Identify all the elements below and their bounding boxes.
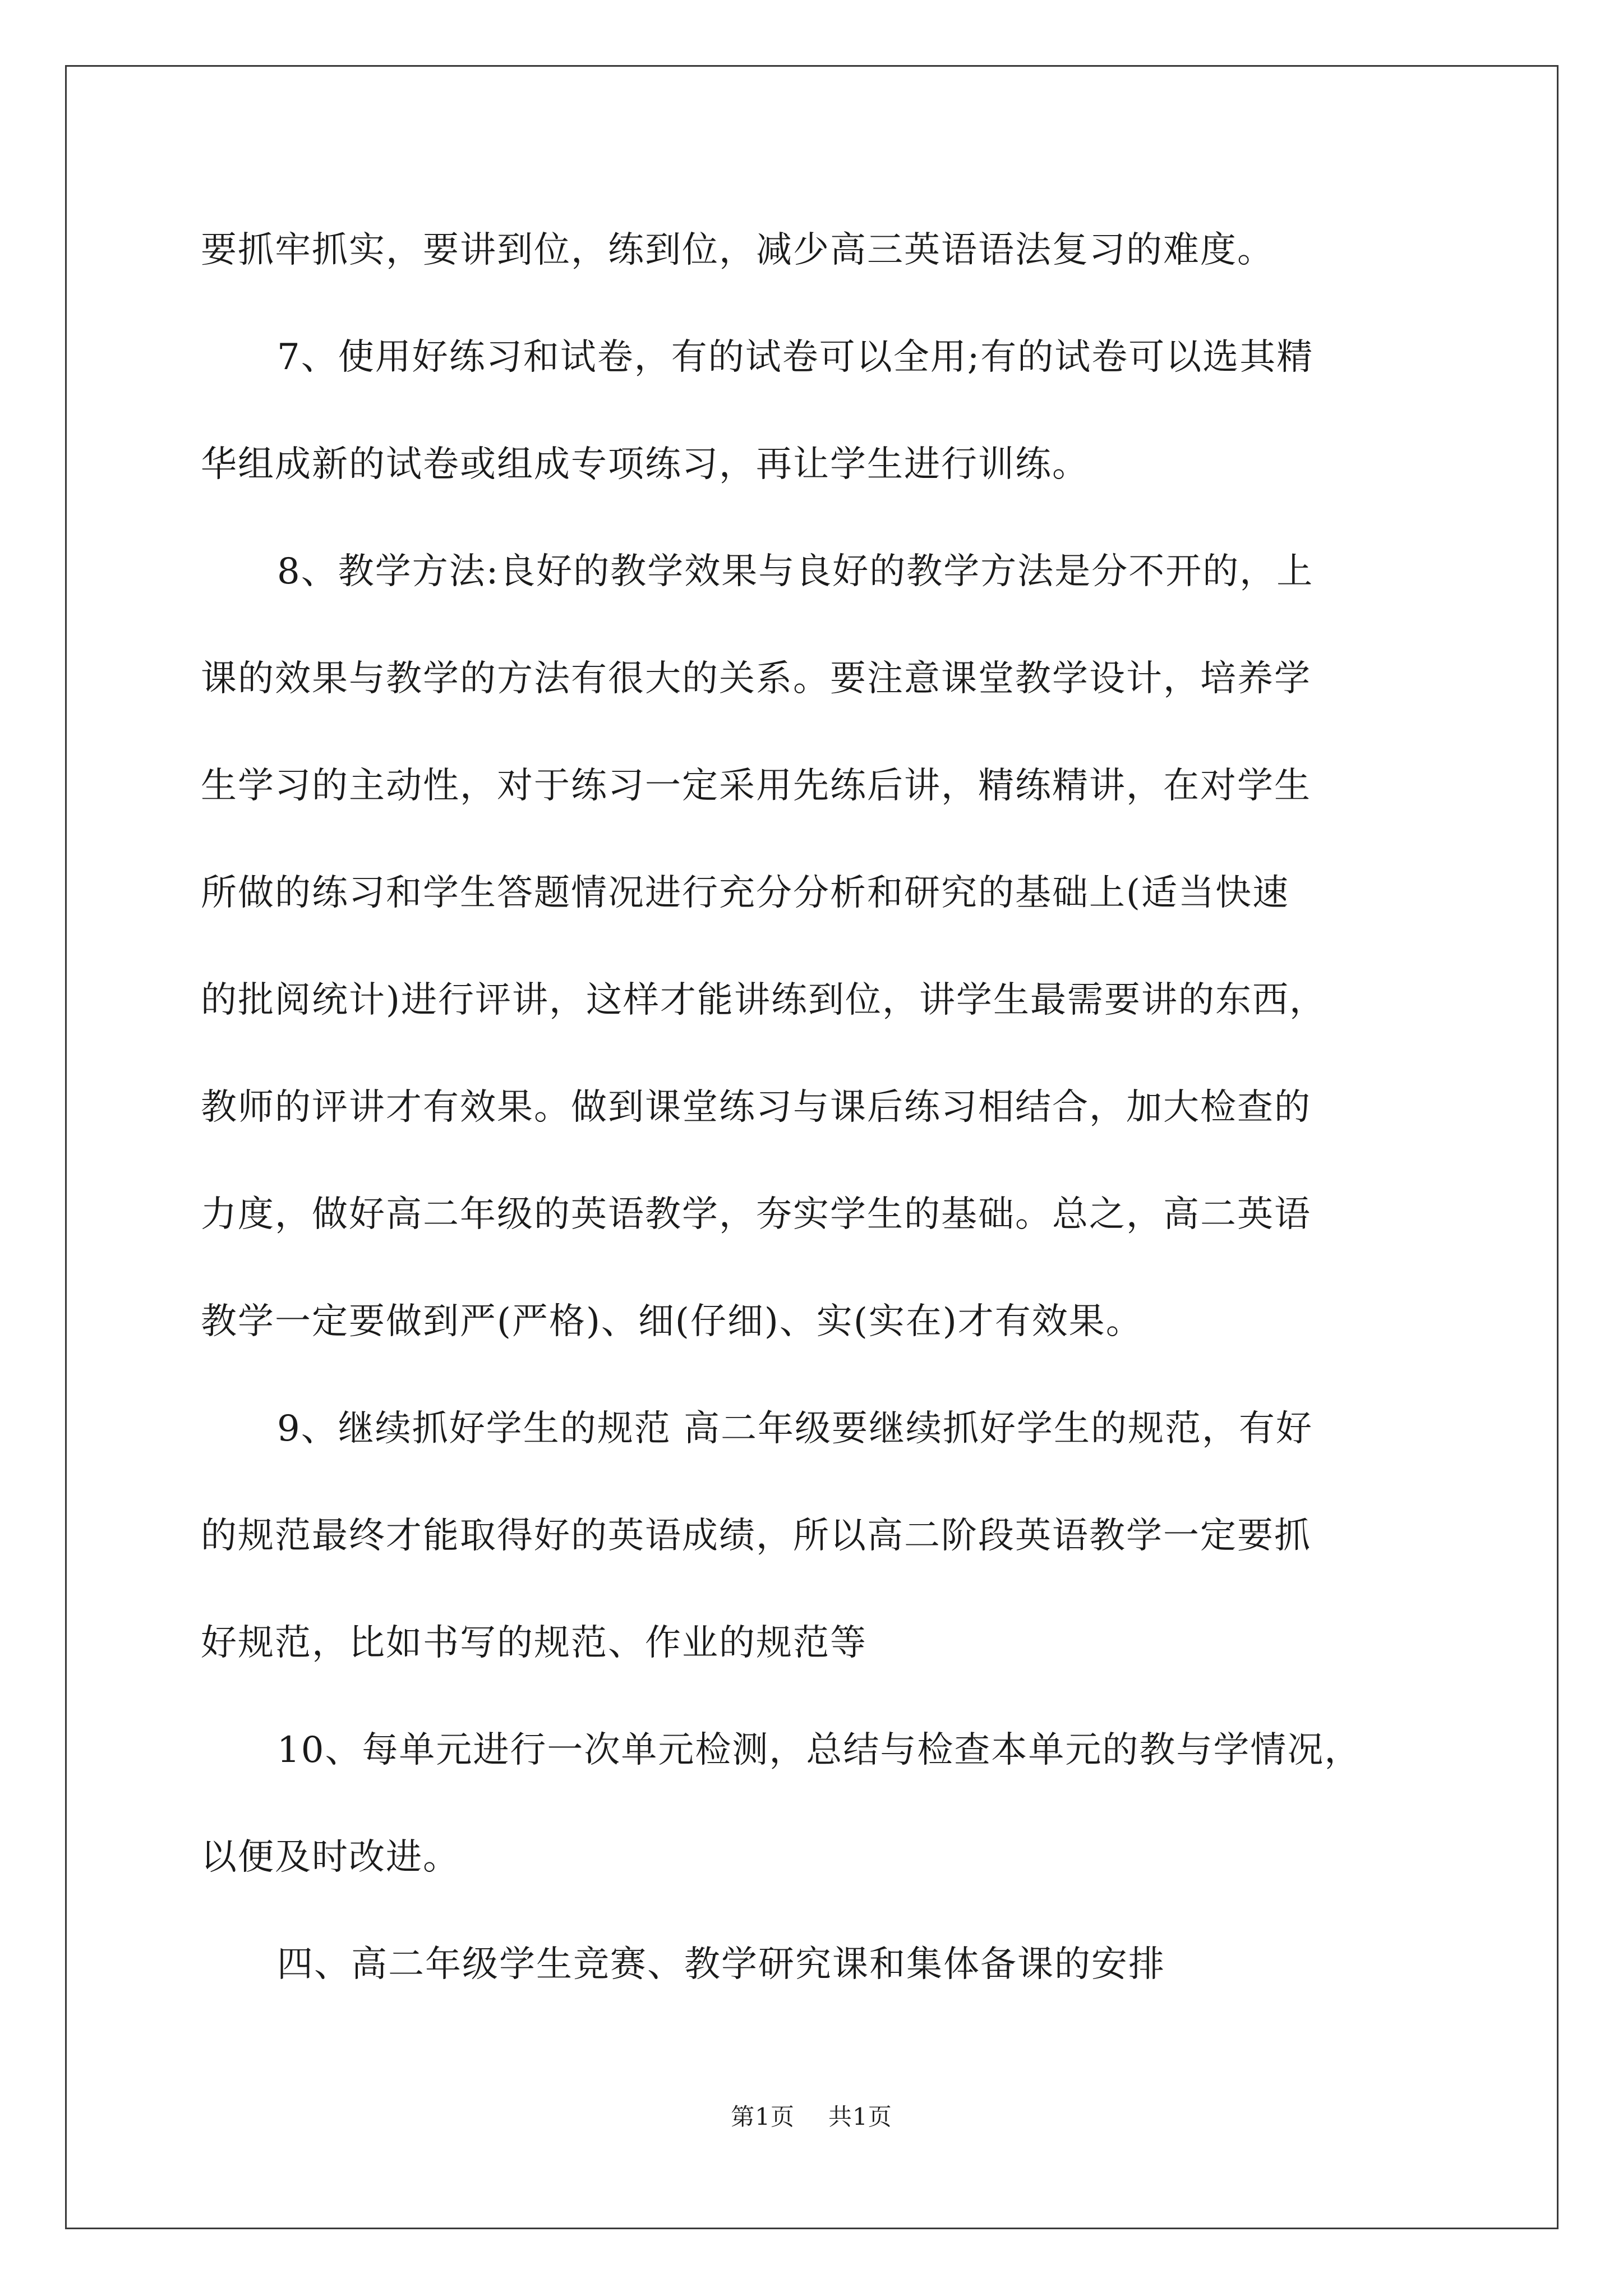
text-line: 要抓牢抓实，要讲到位，练到位，减少高三英语语法复习的难度。 xyxy=(201,229,1274,271)
text-line: 所做的练习和学生答题情况进行充分分析和研究的基础上(适当快速 xyxy=(201,872,1289,914)
text-line: 华组成新的试卷或组成专项练习，再让学生进行训练。 xyxy=(201,444,1089,485)
text-line: 力度，做好高二年级的英语教学，夯实学生的基础。总之，高二英语 xyxy=(201,1194,1311,1235)
text-line: 10、每单元进行一次单元检测，总结与检查本单元的教与学情况， xyxy=(277,1729,1362,1771)
text-line: 生学习的主动性，对于练习一定采用先练后讲，精练精讲，在对学生 xyxy=(201,765,1311,807)
text-line: 9、继续抓好学生的规范 高二年级要继续抓好学生的规范，有好 xyxy=(277,1408,1313,1450)
text-line: 的规范最终才能取得好的英语成绩，所以高二阶段英语教学一定要抓 xyxy=(201,1515,1311,1557)
text-line: 的批阅统计)进行评讲，这样才能讲练到位，讲学生最需要讲的东西， xyxy=(201,979,1326,1021)
text-line: 以便及时改进。 xyxy=(201,1837,460,1878)
page-footer xyxy=(0,2102,1623,2132)
page-number: 第1页 xyxy=(731,2103,795,2131)
text-line: 教师的评讲才有效果。做到课堂练习与课后练习相结合，加大检查的 xyxy=(201,1087,1311,1128)
text-line: 7、使用好练习和试卷，有的试卷可以全用;有的试卷可以选其精 xyxy=(277,337,1314,378)
section-heading: 四、高二年级学生竞赛、教学研究课和集体备课的安排 xyxy=(277,1944,1165,1985)
page-border xyxy=(65,65,1559,2229)
page-total: 共1页 xyxy=(828,2103,892,2131)
text-line: 好规范，比如书写的规范、作业的规范等 xyxy=(201,1622,867,1664)
text-line: 教学一定要做到严(严格)、细(仔细)、实(实在)才有效果。 xyxy=(201,1301,1143,1342)
text-line: 8、教学方法:良好的教学效果与良好的教学方法是分不开的，上 xyxy=(277,551,1314,592)
text-line: 课的效果与教学的方法有很大的关系。要注意课堂教学设计，培养学 xyxy=(201,658,1311,700)
